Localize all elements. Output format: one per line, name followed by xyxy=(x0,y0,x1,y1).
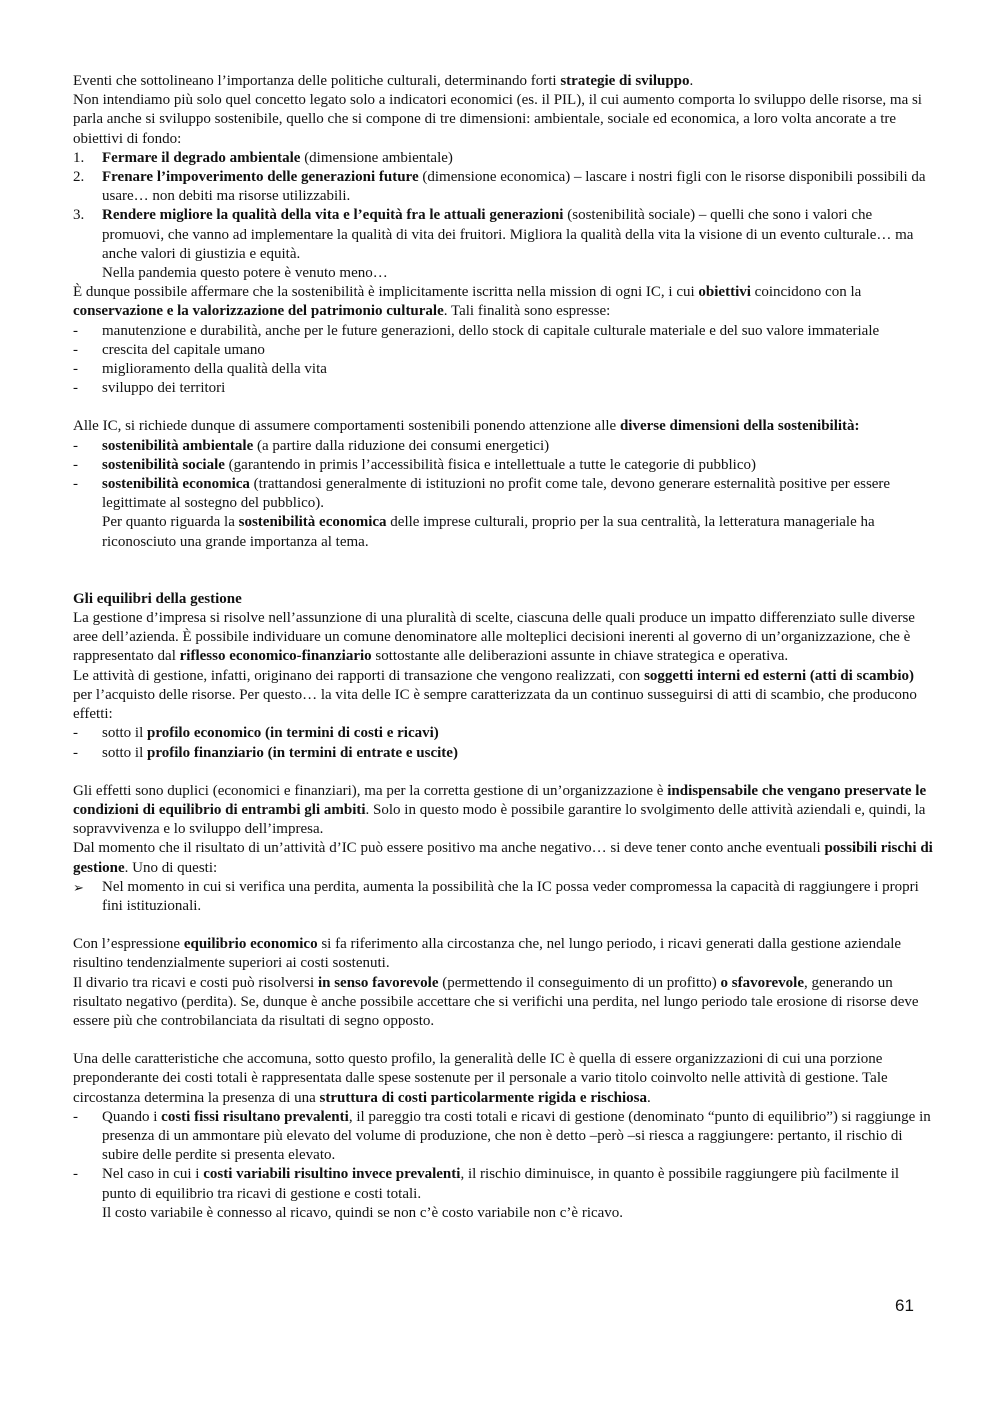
text: si fa riferimento alla circostanza che, nel lungo periodo, i ricavi generati dalla gestione aziendale risultino tendenzialmente superiori ai costi sostenuti. xyxy=(73,936,902,972)
text: Il divario tra ricavi e costi può risolversi xyxy=(73,974,318,991)
arrow-bullet-icon: ➢ xyxy=(73,879,84,895)
text: La gestione d’impresa si risolve nell’assunzione di una pluralità di scelte, ciascuna delle quali produce un impatto differenziato sulle diverse aree dell’azienda. È possibile individuare un comune denominatore alle molteplici decisioni inerenti al governo di un’organizzazione, che è rappresentato dal xyxy=(73,610,915,665)
dash-bullet: - xyxy=(73,1166,78,1183)
text: sotto il xyxy=(102,744,148,761)
text: . Solo in questo modo è possibile garantire lo svolgimento delle attività aziendali e, quindi, la sopravvivenza e lo sviluppo dell’impresa. xyxy=(73,801,926,838)
section-heading: Gli equilibri della gestione xyxy=(73,590,242,607)
gap-paragraph xyxy=(73,974,933,1032)
text: Con l’espressione xyxy=(73,936,184,953)
document-page xyxy=(73,72,933,1223)
dash-bullet: - xyxy=(73,456,78,473)
economic-sustainability-note xyxy=(73,513,933,551)
text: coincidono con la xyxy=(750,284,862,301)
bold-text: Frenare l’impoverimento delle generazioni future xyxy=(102,169,419,186)
list-item xyxy=(73,149,933,168)
list-number: 1. xyxy=(73,149,85,166)
objectives-list xyxy=(73,149,933,283)
text: (sostenibilità sociale) – quelli che sono i valori che promuovi, che vanno ad implementare la qualità di vita dei fruitori. Migliora la qualità della vita la visione di un evento culturale… ma anche valori di giustizia e equità. xyxy=(102,207,914,262)
text: Una delle caratteristiche che accomuna, sotto questo profilo, la generalità delle IC è quella di essere organizzazioni di cui una porzione preponderante dei costi totali è rappresentata dalle spese sostenute per il personale a vario titolo coinvolto nelle attività di gestione. Tale circostanza determina la presenza di una xyxy=(73,1051,888,1106)
text: Per quanto riguarda la xyxy=(102,514,239,531)
bold-text: conservazione e la valorizzazione del patrimonio culturale xyxy=(73,303,444,320)
intro-paragraph xyxy=(73,72,933,91)
text: Alle IC, si richiede dunque di assumere comportamenti sostenibili ponendo attenzione alle xyxy=(73,418,620,435)
bold-text: costi variabili risultino invece prevalenti xyxy=(203,1166,461,1183)
text: (garantendo in primis l’accessibilità fisica e intellettuale a tutte le categorie di pubblico) xyxy=(224,456,756,473)
list-item: - miglioramento della qualità della vita xyxy=(73,360,933,379)
dash-bullet: - xyxy=(73,725,78,742)
bold-text: obiettivi xyxy=(698,284,751,301)
transactions-paragraph xyxy=(73,667,933,725)
finalities-list xyxy=(73,322,933,399)
bold-text: equilibrio economico xyxy=(183,936,318,953)
bold-text: profilo finanziario (in termini di entrate e uscite) xyxy=(147,744,458,761)
bold-text: diverse dimensioni della sostenibilità: xyxy=(619,418,860,435)
list-number: 2. xyxy=(73,169,85,186)
list-item xyxy=(73,724,933,743)
text: (a partire dalla riduzione dei consumi energetici) xyxy=(253,437,550,454)
costs-list xyxy=(73,1108,933,1223)
dash-bullet: - xyxy=(73,322,78,339)
effects-paragraph xyxy=(73,782,933,840)
sustainability-paragraph: Non intendiamo più solo quel concetto legato solo a indicatori economici (es. il PIL), il cui aumento comporta lo sviluppo delle risorse, ma si parla anche si sviluppo sostenibile, quello che si compone di tre dimensioni: ambientale, sociale ed economica, a loro volta ancorate a tre obiettivi di fondo: xyxy=(73,92,922,147)
list-item xyxy=(73,206,933,264)
economic-balance-paragraph xyxy=(73,935,933,973)
text: È dunque possibile affermare che la sostenibilità è implicitamente iscritta nella mission di ogni IC, i cui xyxy=(73,284,699,301)
mission-paragraph xyxy=(73,283,933,321)
dimensions-list xyxy=(73,437,933,552)
bold-text: o sfavorevole xyxy=(720,974,804,991)
list-number: 3. xyxy=(73,207,85,224)
text: Eventi che sottolineano l’importanza delle politiche culturali, determinando forti xyxy=(73,73,561,89)
dash-bullet: - xyxy=(73,380,78,397)
text: , il rischio diminuisce, in quanto è possibile raggiungere più facilmente il punto di equilibrio tra ricavi di gestione e costi totali. xyxy=(102,1166,900,1202)
list-item xyxy=(73,1108,933,1166)
text: per l’acquisto delle risorse. Per questo… la vita delle IC è sempre caratterizzata da un continuo susseguirsi di atti di scambio, che producono effetti: xyxy=(73,686,917,723)
dash-bullet: - xyxy=(73,1108,78,1125)
list-item: - manutenzione e durabilità, anche per le future generazioni, dello stock di capitale culturale materiale e del suo valore immateriale xyxy=(73,322,933,341)
text: Gli effetti sono duplici (economici e finanziari), ma per la corretta gestione di un’organizzazione è xyxy=(73,782,668,799)
dash-bullet: - xyxy=(73,341,78,358)
cost-structure-paragraph xyxy=(73,1050,933,1108)
text: Nel caso in cui i xyxy=(102,1166,204,1183)
bold-text: sostenibilità economica xyxy=(102,476,250,493)
text: . Tali finalità sono espresse: xyxy=(443,303,611,320)
bold-text: sostenibilità economica xyxy=(238,514,387,531)
dash-bullet: - xyxy=(73,361,78,378)
bold-text: sostenibilità sociale xyxy=(102,456,225,473)
text: Dal momento che il risultato di un’attività d’IC può essere positivo ma anche negativo… si deve tener conto anche eventuali xyxy=(73,840,825,857)
bold-text: possibili rischi di gestione xyxy=(73,840,933,876)
bold-text: indispensabile che vengano preservate le condizioni di equilibrio di entrambi gli ambiti xyxy=(73,782,927,818)
bold-text: Fermare il degrado ambientale xyxy=(102,149,301,166)
bold-text: Rendere migliore la qualità della vita e l’equità fra le attuali generazioni xyxy=(102,207,564,224)
text: (dimensione economica) – lascare i nostri figli con le risorse disponibili possibili da usare… non debiti ma risorse utilizzabili. xyxy=(102,169,926,205)
list-item xyxy=(73,744,933,763)
bold-text: struttura di costi particolarmente rigida e rischiosa xyxy=(319,1089,647,1106)
bold-text: costi fissi risultano prevalenti xyxy=(161,1108,349,1125)
text: sotto il xyxy=(102,725,148,742)
text: sottostante alle deliberazioni assunte in chiave strategica e operativa. xyxy=(371,648,789,665)
text: , generando un risultato negativo (perdita). Se, dunque è anche possibile accettare che si verifichi una perdita, nel lungo periodo tale erosione di risorse deve essere più che controbilanciata da risultati di segno opposto. xyxy=(73,974,919,1029)
list-item xyxy=(73,456,933,475)
text: (dimensione ambientale) xyxy=(300,149,453,166)
list-item: - sviluppo dei territori xyxy=(73,379,933,398)
bold-text: in senso favorevole xyxy=(317,974,439,991)
pandemic-note: Nella pandemia questo potere è venuto meno… xyxy=(102,265,388,282)
risks-paragraph xyxy=(73,839,933,877)
variable-cost-note: Il costo variabile è connesso al ricavo, quindi se non c’è costo variabile non c’è ricavo. xyxy=(102,1204,624,1221)
text: (trattandosi generalmente di istituzioni no profit come tale, devono generare esternalità positive per essere legittimate al sostegno del pubblico). xyxy=(102,476,891,512)
bold-text: sostenibilità ambientale xyxy=(102,437,254,454)
bold-text: profilo economico (in termini di costi e ricavi) xyxy=(147,725,439,742)
list-item xyxy=(73,475,933,513)
risk-item: ➢ Nel momento in cui si verifica una perdita, aumenta la possibilità che la IC possa veder compromessa la capacità di raggiungere i propri fini istituzionali. xyxy=(73,878,933,916)
text: (permettendo il conseguimento di un profitto) xyxy=(438,974,721,991)
text: , il pareggio tra costi totali e ricavi di gestione (denominato “punto di equilibrio”) si raggiunge in presenza di un ammontare più elevato del volume di produzione, che non è detto –però –si riesca a raggiungere: pertanto, il rischio di subire delle perdite si presenta elevato. xyxy=(102,1108,931,1164)
dash-bullet: - xyxy=(73,744,78,761)
text: . xyxy=(689,73,694,89)
bold-text: soggetti interni ed esterni (atti di scambio) xyxy=(644,667,915,684)
list-item xyxy=(73,437,933,456)
dimensions-paragraph xyxy=(73,417,933,436)
bold-text: riflesso economico-finanziario xyxy=(179,648,372,665)
list-item xyxy=(73,168,933,206)
text: . Uno di questi: xyxy=(124,859,218,876)
profiles-list xyxy=(73,724,933,762)
dash-bullet: - xyxy=(73,437,78,454)
text: Le attività di gestione, infatti, originano dei rapporti di transazione che vengono realizzati, con xyxy=(73,667,645,684)
page-number: 61 xyxy=(895,1296,914,1315)
list-item: - crescita del capitale umano xyxy=(73,341,933,360)
management-paragraph xyxy=(73,609,933,667)
bold-text: strategie di sviluppo xyxy=(560,73,690,89)
dash-bullet: - xyxy=(73,476,78,493)
text: delle imprese culturali, proprio per la sua centralità, la letteratura manageriale ha riconosciuto una grande importanza al tema. xyxy=(102,514,875,550)
text: . xyxy=(647,1089,651,1106)
list-item xyxy=(73,1165,933,1203)
text: Quando i xyxy=(102,1108,162,1125)
